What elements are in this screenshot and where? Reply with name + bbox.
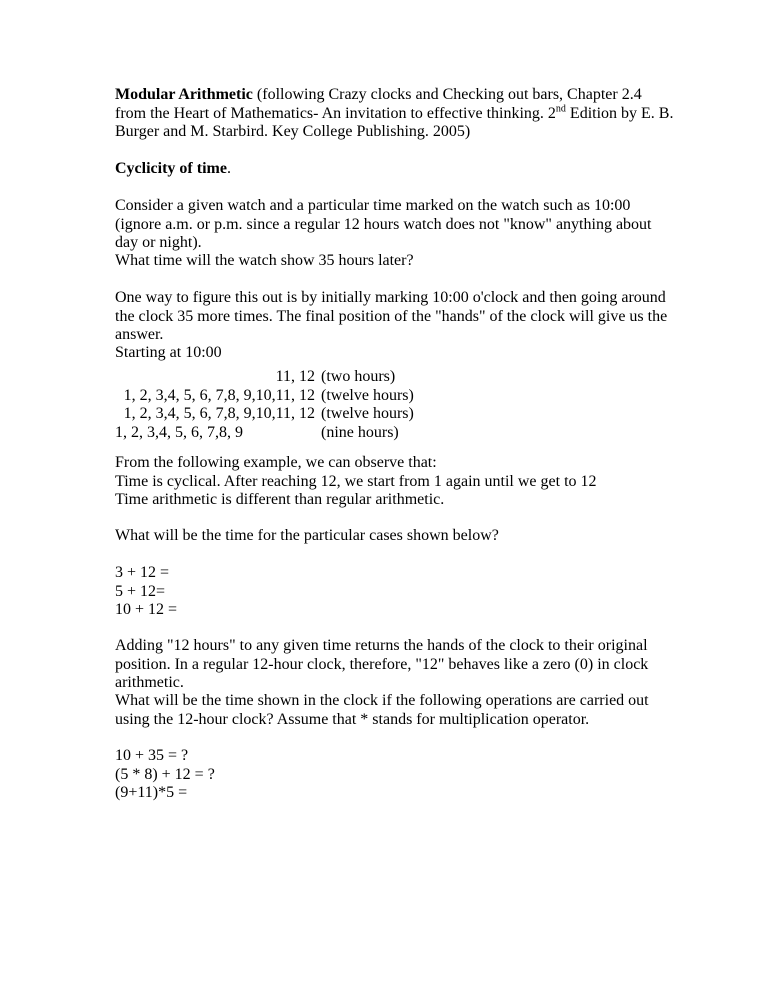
operation-item: (9+11)*5 =: [115, 784, 188, 801]
question-paragraph: What time will the watch show 35 hours later?: [115, 252, 414, 269]
case-item: 3 + 12 =: [115, 564, 170, 581]
case-item: 5 + 12=: [115, 582, 166, 600]
operation-item: 10 + 35 = ?: [115, 747, 189, 764]
section-heading: Cyclicity of time.: [115, 160, 231, 177]
adding-paragraph: Adding "12 hours" to any given time returns the hands of the clock to their original position. In a regular 12-hour clock, therefore, "12" behaves like a zero (0) in clock arithmetic.: [115, 637, 649, 691]
cases-question: What will be the time for the particular cases shown below?: [115, 527, 499, 544]
operation-item: (5 * 8) + 12 = ?: [115, 765, 215, 783]
document-title: Modular Arithmetic: [115, 86, 253, 103]
hour-count-table: [115, 368, 535, 442]
count-row: 11, 12 (two hours): [275, 368, 396, 385]
title-paragraph: Modular Arithmetic (following Crazy clocks and Checking out bars, Chapter 2.4 from the Heart of Mathematics- An invitation to effective thinking. 2nd Edition by E. B. Burger and M. Starbird. Key College Publishing. 2005): [115, 86, 674, 140]
operations-question: What will be the time shown in the clock if the following operations are carried out using the 12-hour clock? Assume that * stands for multiplication operator.: [115, 692, 649, 728]
count-row: 1, 2, 3,4, 5, 6, 7,8, 9 (nine hours): [115, 423, 399, 441]
case-item: 10 + 12 =: [115, 601, 178, 618]
observation-paragraph: From the following example, we can observe that: Time is cyclical. After reaching 12, we start from 1 again until we get to 12 Time arithmetic is different than regular arithmetic.: [115, 454, 597, 508]
count-row: 1, 2, 3,4, 5, 6, 7,8, 9,10,11, 12 (twelve hours): [123, 405, 414, 422]
operations-list: [115, 747, 675, 803]
consider-paragraph: Consider a given watch and a particular time marked on the watch such as 10:00 (ignore a.m. or p.m. since a regular 12 hours watch does not "know" anything about day or night).: [115, 197, 652, 251]
starting-paragraph: Starting at 10:00: [115, 344, 222, 361]
one-way-paragraph: One way to figure this out is by initially marking 10:00 o'clock and then going around the clock 35 more times. The final position of the "hands" of the clock will give us the answer.: [115, 289, 668, 343]
count-row: 1, 2, 3,4, 5, 6, 7,8, 9,10,11, 12 (twelve hours): [123, 386, 414, 404]
cases-list: [115, 564, 675, 620]
